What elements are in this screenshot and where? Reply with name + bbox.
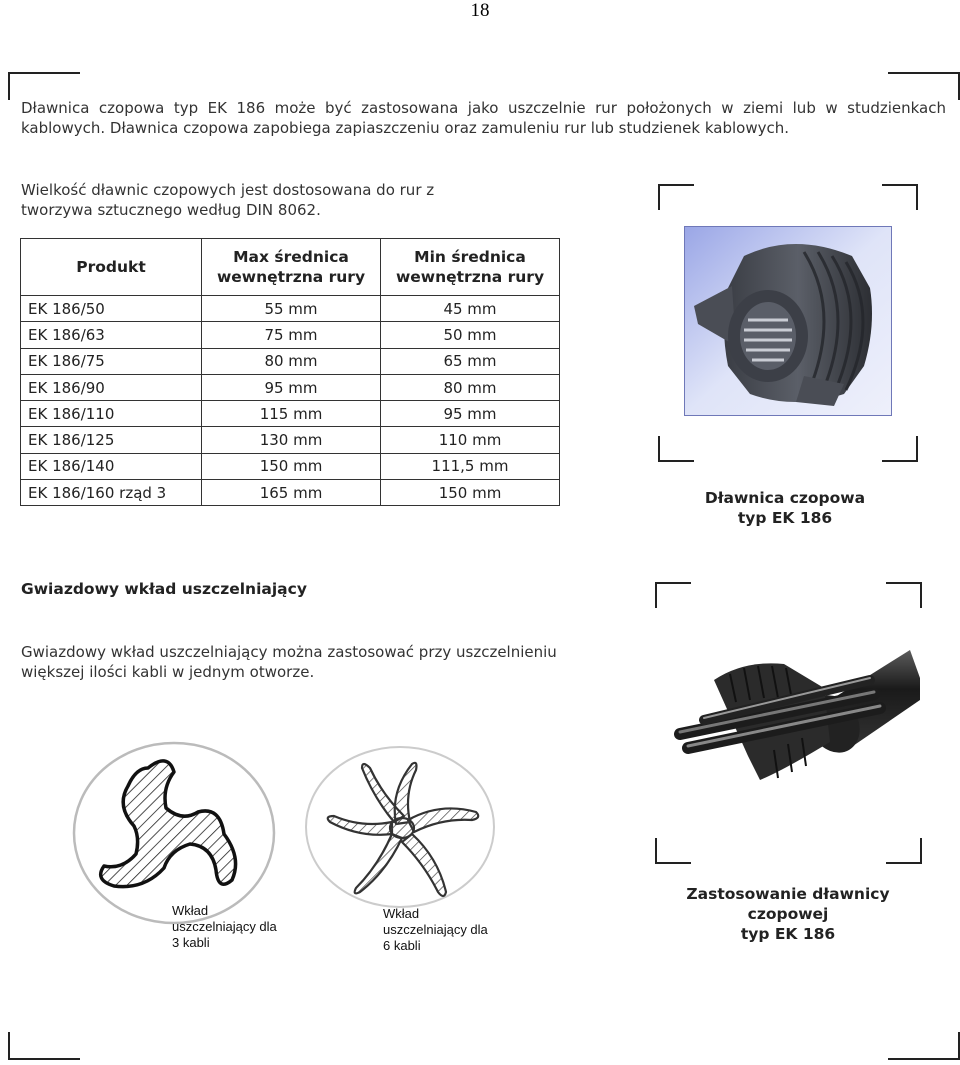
cell-min: 95 mm [381, 401, 560, 427]
product-caption-line-1: Dławnica czopowa [704, 489, 866, 507]
cell-product: EK 186/75 [21, 348, 202, 374]
frame-corner-bottom-right [888, 1032, 960, 1060]
insert-6-label-line-1: Wkład [383, 906, 420, 921]
cell-max: 75 mm [202, 322, 381, 348]
table-row [21, 453, 560, 479]
page-number: 18 [470, 0, 490, 21]
table-row [21, 322, 560, 348]
photo2-corner-top-left [655, 582, 691, 608]
cell-min: 65 mm [381, 348, 560, 374]
application-caption-line-2: czopowej [747, 905, 829, 923]
insert-3-cables-label [172, 903, 277, 951]
size-note-line-1: Wielkość dławnic czopowych jest dostosowana do rur z [21, 181, 435, 199]
insert-6-cables-diagram [300, 742, 500, 912]
photo2-corner-top-right [886, 582, 922, 608]
size-note [21, 180, 581, 220]
photo1-corner-top-right [882, 184, 918, 210]
cell-product: EK 186/63 [21, 322, 202, 348]
insert-3-label-line-2: uszczelniający dla [172, 919, 277, 934]
header-max-line-2: wewnętrzna rury [216, 268, 366, 286]
insert-3-label-line-3: 3 kabli [172, 935, 210, 950]
product-caption [670, 488, 900, 528]
table-row [21, 480, 560, 506]
header-min-line-1: Min średnica [414, 248, 526, 266]
section-text-line-1: Gwiazdowy wkład uszczelniający można zastosować przy uszczelnieniu [21, 643, 557, 661]
table-row [21, 296, 560, 322]
header-max-diameter [202, 239, 381, 296]
cell-product: EK 186/110 [21, 401, 202, 427]
cell-min: 80 mm [381, 374, 560, 400]
photo1-corner-bottom-left [658, 436, 694, 462]
photo1-corner-bottom-right [882, 436, 918, 462]
header-max-line-1: Max średnica [233, 248, 349, 266]
cell-product: EK 186/160 rząd 3 [21, 480, 202, 506]
header-min-diameter [381, 239, 560, 296]
table-row [21, 401, 560, 427]
cell-max: 80 mm [202, 348, 381, 374]
insert-3-cables-diagram [70, 738, 280, 928]
header-min-line-2: wewnętrzna rury [395, 268, 545, 286]
table-row [21, 348, 560, 374]
cell-product: EK 186/90 [21, 374, 202, 400]
header-product: Produkt [21, 239, 202, 296]
cell-product: EK 186/140 [21, 453, 202, 479]
product-photo [684, 226, 892, 416]
table-header-row [21, 239, 560, 296]
application-caption [660, 884, 916, 944]
table-row [21, 427, 560, 453]
spec-table [20, 238, 560, 506]
cell-min: 50 mm [381, 322, 560, 348]
cell-max: 150 mm [202, 453, 381, 479]
application-photo [674, 644, 920, 794]
frame-corner-top-right [888, 72, 960, 100]
cell-product: EK 186/125 [21, 427, 202, 453]
intro-paragraph: Dławnica czopowa typ EK 186 może być zastosowana jako uszczelnie rur położonych w ziemi lub w studzienkach kablowych. Dławnica czopowa zapobiega zapiaszczeniu oraz zamuleniu rur lub studzienek kablowych. [21, 99, 946, 137]
insert-6-cables-label [383, 906, 488, 954]
cell-max: 95 mm [202, 374, 381, 400]
table-row [21, 374, 560, 400]
insert-6-label-line-3: 6 kabli [383, 938, 421, 953]
insert-3-label-line-1: Wkład [172, 903, 209, 918]
section-text [21, 642, 641, 682]
application-caption-line-1: Zastosowanie dławnicy [686, 885, 890, 903]
photo2-corner-bottom-right [886, 838, 922, 864]
cell-max: 55 mm [202, 296, 381, 322]
cell-min: 110 mm [381, 427, 560, 453]
frame-corner-top-left [8, 72, 80, 100]
cell-product: EK 186/50 [21, 296, 202, 322]
size-note-line-2: tworzywa sztucznego według DIN 8062. [21, 201, 321, 219]
product-caption-line-2: typ EK 186 [737, 509, 833, 527]
photo2-corner-bottom-left [655, 838, 691, 864]
cell-min: 45 mm [381, 296, 560, 322]
cell-max: 130 mm [202, 427, 381, 453]
cell-max: 115 mm [202, 401, 381, 427]
frame-corner-bottom-left [8, 1032, 80, 1060]
section-text-line-2: większej ilości kabli w jednym otworze. [21, 663, 315, 681]
cell-max: 165 mm [202, 480, 381, 506]
insert-6-label-line-2: uszczelniający dla [383, 922, 488, 937]
section-heading: Gwiazdowy wkład uszczelniający [21, 580, 307, 598]
photo1-corner-top-left [658, 184, 694, 210]
application-caption-line-3: typ EK 186 [740, 925, 836, 943]
cell-min: 111,5 mm [381, 453, 560, 479]
cell-min: 150 mm [381, 480, 560, 506]
